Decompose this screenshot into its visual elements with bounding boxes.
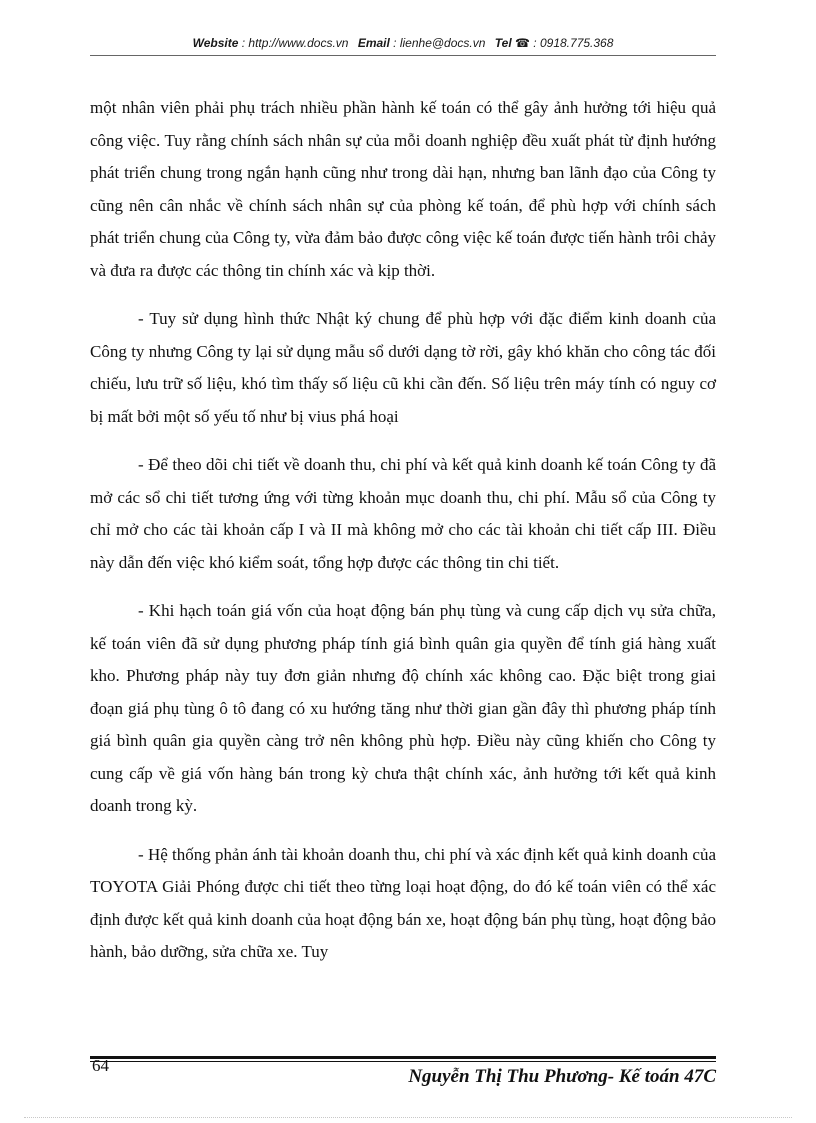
footer-author: Nguyễn Thị Thu Phương- Kế toán 47C — [408, 1066, 716, 1087]
email-label: Email — [357, 36, 390, 50]
website-label: Website — [192, 36, 239, 50]
page-header — [90, 36, 716, 50]
email-link[interactable]: lienhe@docs.vn — [399, 36, 486, 50]
tel-number: 0918.775.368 — [539, 36, 614, 50]
tel-label: Tel — [494, 36, 512, 50]
header-divider — [90, 55, 716, 56]
footer-divider-thin — [90, 1061, 716, 1062]
paragraph-3: - Để theo dõi chi tiết về doanh thu, chi phí và kết quả kinh doanh kế toán Công ty đã mở các sổ chi tiết tương ứng với từng khoản mục doanh thu, chi phí. Mẫu sổ của Công ty chỉ mở cho các tài khoản cấp I và II mà không mở cho các tài khoản chi tiết cấp III. Điều này dẫn đến việc khó kiểm soát, tổng hợp được các thông tin chi tiết. — [90, 455, 716, 572]
paragraph-2: - Tuy sử dụng hình thức Nhật ký chung để phù hợp với đặc điểm kinh doanh của Công ty nhưng Công ty lại sử dụng mẫu sổ dưới dạng tờ rời, gây khó khăn cho công tác đối chiếu, lưu trữ số liệu, khó tìm thấy số liệu cũ khi cần đến. Số liệu trên máy tính có nguy cơ bị mất bởi một số yếu tố như bị vius phá hoại — [90, 309, 716, 426]
paragraph-5: - Hệ thống phản ánh tài khoản doanh thu, chi phí và xác định kết quả kinh doanh của TOYOTA Giải Phóng được chi tiết theo từng loại hoạt động, do đó kế toán viên có thể xác định được kết quả kinh doanh của hoạt động bán xe, hoạt động bán phụ tùng, hoạt động bảo hành, bảo dưỡng, sửa chữa xe. Tuy — [90, 844, 716, 961]
page-bottom-border — [24, 1117, 792, 1118]
footer-divider-thick — [90, 1056, 716, 1059]
tel-separator: : — [529, 36, 540, 50]
page-number: 64 — [92, 1056, 109, 1075]
document-body — [90, 92, 716, 969]
paragraph-4: - Khi hạch toán giá vốn của hoạt động bán phụ tùng và cung cấp dịch vụ sửa chữa, kế toán viên đã sử dụng phương pháp tính giá bình quân gia quyền để tính giá hàng xuất kho. Phương pháp này tuy đơn giản nhưng độ chính xác không cao. Đặc biệt trong giai đoạn giá phụ tùng ô tô đang có xu hướng tăng như thời gian gần đây thì phương pháp tính giá bình quân gia quyền càng trở nên không phù hợp. Điều này cũng khiến cho Công ty cung cấp về giá vốn hàng bán trong kỳ chưa thật chính xác, ảnh hưởng tới kết quả kinh doanh trong kỳ. — [90, 601, 716, 815]
paragraph-1: một nhân viên phải phụ trách nhiều phần hành kế toán có thể gây ảnh hưởng tới hiệu quả công việc. Tuy rằng chính sách nhân sự của mỗi doanh nghiệp đều xuất phát từ định hướng phát triển chung trong ngắn hạnh cũng như trong dài hạn, nhưng ban lãnh đạo của Công ty cũng nên cân nhắc về chính sách nhân sự của phòng kế toán, để phù hợp với chính sách phát triển chung của Công ty, vừa đảm bảo được công việc kế toán được tiến hành trôi chảy và đưa ra được các thông tin chính xác và kịp thời. — [90, 98, 716, 280]
email-separator: : — [389, 36, 400, 50]
website-link[interactable]: http://www.docs.vn — [248, 36, 349, 50]
phone-icon: ☎ — [515, 36, 530, 50]
website-separator: : — [238, 36, 249, 50]
